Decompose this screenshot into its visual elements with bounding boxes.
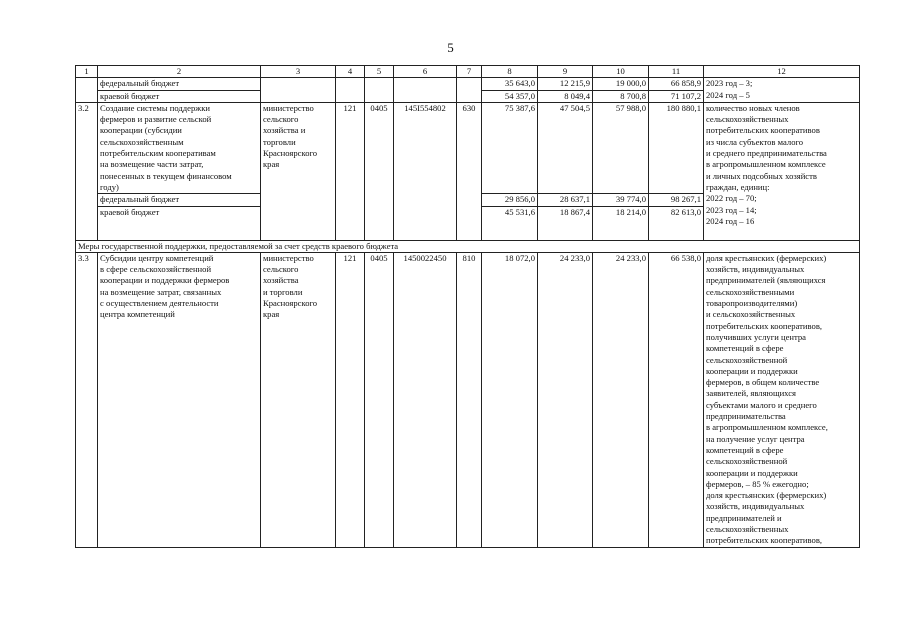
indicator-cell	[704, 252, 860, 547]
budget-label: краевой бюджет	[98, 90, 261, 102]
table-cell	[394, 78, 457, 103]
table-cell	[336, 78, 365, 103]
row-number: 3.3	[76, 252, 98, 547]
indicator-line: 2022 год – 70;	[706, 193, 757, 204]
measure-name	[98, 102, 261, 193]
code-cell: 630	[457, 102, 482, 240]
indicator-line: субъектами малого и среднего	[706, 399, 817, 410]
indicator-line: доля крестьянских (фермерских)	[706, 490, 827, 501]
indicator-line: сельскохозяйственными	[706, 286, 795, 297]
text-line: понесенных в текущем финансовом	[100, 170, 232, 181]
text-line: фермеров и развитие сельской	[100, 114, 212, 125]
col-header: 5	[365, 66, 394, 78]
indicator-cell	[704, 78, 860, 90]
budget-label: федеральный бюджет	[98, 194, 261, 206]
text-line: году)	[100, 181, 119, 192]
measure-name	[98, 252, 261, 547]
indicator-line: сельскохозяйственных	[706, 114, 789, 125]
amount-cell: 19 000,0	[593, 78, 649, 90]
text-line: на возмещение части затрат,	[100, 159, 204, 170]
indicator-line: получивших услуги центра	[706, 331, 806, 342]
code-cell: 0405	[365, 252, 394, 547]
table-cell	[261, 78, 336, 103]
col-header: 6	[394, 66, 457, 78]
code-cell: 810	[457, 252, 482, 547]
amount-cell: 75 387,6	[482, 102, 538, 193]
code-cell: 121	[336, 102, 365, 240]
text-line: Создание системы поддержки	[100, 102, 210, 113]
amount-cell: 82 613,0	[649, 206, 704, 240]
amount-cell: 29 856,0	[482, 194, 538, 206]
amount-cell: 18 867,4	[538, 206, 593, 240]
indicator-line: потребительских кооперативов	[706, 125, 820, 136]
amount-cell: 18 072,0	[482, 252, 538, 547]
col-header: 4	[336, 66, 365, 78]
text-line: хозяйства	[263, 275, 299, 286]
indicator-line: компетенций в сфере	[706, 444, 784, 455]
section-row	[76, 240, 860, 252]
indicator-line: предпринимательства	[706, 411, 786, 422]
amount-cell: 66 538,0	[649, 252, 704, 547]
indicator-line: фермеров, в общем количестве	[706, 377, 820, 388]
indicator-line: граждан, единиц:	[706, 181, 770, 192]
table-row-3-3	[76, 252, 860, 547]
text-line: края	[263, 309, 280, 320]
indicator-line: доля крестьянских (фермерских)	[706, 252, 827, 263]
amount-cell: 180 880,1	[649, 102, 704, 193]
amount-cell: 57 988,0	[593, 102, 649, 193]
amount-cell: 66 858,9	[649, 78, 704, 90]
indicator-line: кооперации и поддержки	[706, 365, 798, 376]
indicator-line: сельскохозяйственной	[706, 456, 788, 467]
amount-cell: 24 233,0	[538, 252, 593, 547]
col-header: 3	[261, 66, 336, 78]
indicator-line: из числа субъектов малого	[706, 136, 804, 147]
text-line: Красноярского	[263, 148, 318, 159]
code-cell: 121	[336, 252, 365, 547]
text-line: края	[263, 159, 280, 170]
indicator-line: 2024 год – 5	[706, 90, 750, 101]
amount-cell: 35 643,0	[482, 78, 538, 90]
text-line: хозяйства и	[263, 125, 306, 136]
budget-label: федеральный бюджет	[98, 78, 261, 90]
col-header: 12	[704, 66, 860, 78]
program-table	[75, 65, 860, 548]
amount-cell: 8 700,8	[593, 90, 649, 102]
text-line: с осуществлением деятельности	[100, 298, 219, 309]
indicator-line: фермеров, – 85 % ежегодно;	[706, 478, 809, 489]
table-cell	[76, 90, 98, 102]
indicator-line: 2023 год – 3;	[706, 78, 753, 89]
budget-label: краевой бюджет	[98, 206, 261, 240]
text-line: торговли	[263, 136, 296, 147]
text-line: и торговли	[263, 286, 303, 297]
amount-cell: 24 233,0	[593, 252, 649, 547]
col-header: 9	[538, 66, 593, 78]
indicator-line: и личных подсобных хозяйств	[706, 170, 817, 181]
indicator-line: компетенций в сфере	[706, 343, 784, 354]
text-line: сельского	[263, 264, 299, 275]
text-line: центра компетенций	[100, 309, 175, 320]
text-line: министерство	[263, 102, 314, 113]
text-line: министерство	[263, 252, 314, 263]
col-header: 8	[482, 66, 538, 78]
indicator-line: на получение услуг центра	[706, 433, 805, 444]
indicator-cell	[704, 90, 860, 102]
col-header: 2	[98, 66, 261, 78]
row-number: 3.2	[76, 102, 98, 240]
table-cell	[76, 78, 98, 90]
text-line: сельскохозяйственным	[100, 136, 184, 147]
code-cell: 1450022450	[394, 252, 457, 547]
amount-cell: 8 049,4	[538, 90, 593, 102]
amount-cell: 18 214,0	[593, 206, 649, 240]
text-line: на возмещение затрат, связанных	[100, 286, 222, 297]
table-row-3-2	[76, 102, 860, 193]
indicator-cell	[704, 102, 860, 240]
amount-cell: 12 215,9	[538, 78, 593, 90]
code-cell: 0405	[365, 102, 394, 240]
grbs-cell	[261, 102, 336, 240]
amount-cell: 71 107,2	[649, 90, 704, 102]
text-line: кооперации (субсидии	[100, 125, 182, 136]
column-number-row	[76, 66, 860, 78]
indicator-line: хозяйств, индивидуальных	[706, 264, 805, 275]
table-row	[76, 78, 860, 90]
text-line: кооперации и поддержки фермеров	[100, 275, 230, 286]
amount-cell: 54 357,0	[482, 90, 538, 102]
table-cell	[365, 78, 394, 103]
indicator-line: заявителей, являющихся	[706, 388, 796, 399]
text-line: сельского	[263, 114, 299, 125]
indicator-line: потребительских кооперативов,	[706, 535, 823, 546]
indicator-line: и среднего предпринимательства	[706, 148, 827, 159]
col-header: 10	[593, 66, 649, 78]
indicator-line: сельскохозяйственной	[706, 354, 788, 365]
grbs-cell	[261, 252, 336, 547]
page-number: 5	[447, 40, 454, 55]
indicator-line: предпринимателей (являющихся	[706, 275, 826, 286]
table-cell	[457, 78, 482, 103]
indicator-line: хозяйств, индивидуальных	[706, 501, 805, 512]
indicator-line: потребительских кооперативов,	[706, 320, 823, 331]
indicator-line: сельскохозяйственных	[706, 523, 789, 534]
indicator-line: и сельскохозяйственных	[706, 309, 796, 320]
indicator-line: в агропромышленном комплексе,	[706, 422, 828, 433]
indicator-line: предпринимателей и	[706, 512, 782, 523]
col-header: 1	[76, 66, 98, 78]
code-cell: 145I554802	[394, 102, 457, 240]
text-line: в сфере сельскохозяйственной	[100, 264, 212, 275]
text-line: Субсидии центру компетенций	[100, 252, 214, 263]
amount-cell: 45 531,6	[482, 206, 538, 240]
col-header: 11	[649, 66, 704, 78]
indicator-line: количество новых членов	[706, 102, 800, 113]
amount-cell: 28 637,1	[538, 194, 593, 206]
indicator-line: 2024 год – 16	[706, 215, 755, 226]
section-title: Меры государственной поддержки, предоставляемой за счет средств краевого бюджета	[76, 240, 860, 252]
indicator-line: 2023 год – 14;	[706, 204, 757, 215]
amount-cell: 39 774,0	[593, 194, 649, 206]
indicator-line: в агропромышленном комплексе	[706, 159, 826, 170]
indicator-line: товаропроизводителями)	[706, 298, 798, 309]
amount-cell: 47 504,5	[538, 102, 593, 193]
col-header: 7	[457, 66, 482, 78]
amount-cell: 98 267,1	[649, 194, 704, 206]
indicator-line: кооперации и поддержки	[706, 467, 798, 478]
text-line: потребительским кооперативам	[100, 148, 216, 159]
text-line: Красноярского	[263, 298, 318, 309]
